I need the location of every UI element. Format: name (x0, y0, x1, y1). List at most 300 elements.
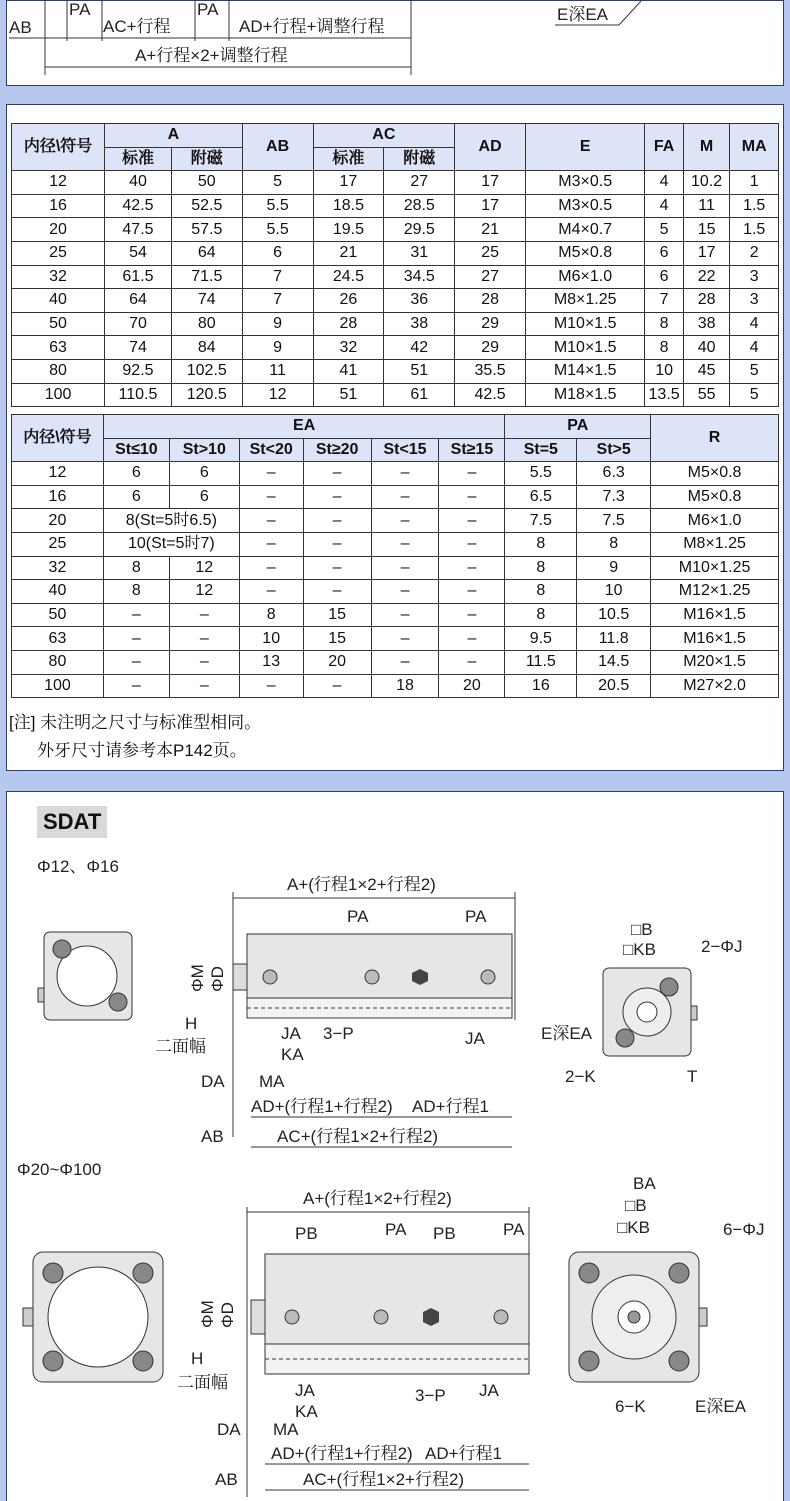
table-cell: 100 (12, 674, 104, 698)
table-cell: 5.5 (242, 194, 313, 218)
table-cell: 3 (730, 265, 779, 289)
d1-dim-a: A+(行程1×2+行程2) (287, 875, 436, 894)
header-st-gt10: St>10 (169, 438, 239, 462)
table-cell: 18 (371, 674, 439, 698)
table-cell: 15 (683, 218, 730, 242)
d2-pa: PA (385, 1220, 407, 1239)
table-row (12, 674, 779, 698)
table-cell: 36 (384, 289, 455, 313)
table-row (12, 485, 779, 509)
table-cell: 7 (242, 265, 313, 289)
table-cell: – (371, 556, 439, 580)
d1-two-faces: 二面幅 (155, 1037, 206, 1056)
table-cell: 27 (455, 265, 526, 289)
table-cell: 70 (105, 312, 172, 336)
table-cell: 10 (645, 359, 683, 383)
header-st-lt15: St<15 (371, 438, 439, 462)
table-cell: 7.5 (505, 509, 577, 533)
table-cell: 3 (730, 289, 779, 313)
dim-ac: AC+行程 (103, 17, 171, 36)
header-ac-magnetic: 附磁 (384, 147, 455, 171)
table-cell: 6.5 (505, 485, 577, 509)
table-cell: – (439, 627, 505, 651)
table-cell: 80 (12, 650, 104, 674)
table-cell: M5×0.8 (651, 462, 779, 486)
table-cell: 8 (645, 336, 683, 360)
table-cell: 32 (12, 556, 104, 580)
table-cell: 120.5 (171, 383, 242, 407)
note-line-1: [注] 未注明之尺寸与标准型相同。 (9, 713, 262, 732)
d2-dim-a: A+(行程1×2+行程2) (303, 1189, 452, 1208)
d2-two-faces: 二面幅 (177, 1373, 228, 1392)
table-cell: 74 (171, 289, 242, 313)
table-cell: 42.5 (455, 383, 526, 407)
table-cell: 25 (455, 241, 526, 265)
end-view-small (38, 932, 132, 1020)
table-cell: 38 (683, 312, 730, 336)
table-cell: 8(St=5时6.5) (103, 509, 239, 533)
table-cell: – (239, 556, 303, 580)
table-cell: – (169, 603, 239, 627)
table-cell: 5.5 (505, 462, 577, 486)
sdat-panel (6, 791, 784, 1501)
table-cell: 25 (12, 241, 105, 265)
d1-da: DA (201, 1072, 225, 1091)
header-st-gt5: St>5 (577, 438, 651, 462)
table-cell: 110.5 (105, 383, 172, 407)
d1-ad1: AD+(行程1+行程2) (251, 1097, 393, 1116)
d1-3p: 3−P (323, 1024, 354, 1043)
header-st-ge20: St≥20 (303, 438, 371, 462)
dimension-table-panel (6, 104, 784, 771)
table-cell: 17 (683, 241, 730, 265)
table-cell: 4 (645, 194, 683, 218)
end-view-right-small (541, 920, 742, 1086)
table-cell: 31 (384, 241, 455, 265)
table-cell: 17 (313, 171, 384, 195)
table-cell: M8×1.25 (651, 532, 779, 556)
d1-ja2: JA (465, 1029, 485, 1048)
table-cell: 6.3 (577, 462, 651, 486)
table-cell: – (371, 580, 439, 604)
table-cell: M10×1.5 (526, 312, 645, 336)
table-cell: – (371, 650, 439, 674)
top-dimension-panel (6, 0, 784, 86)
sdat-title: SDAT (37, 806, 107, 838)
table-cell: 29 (455, 312, 526, 336)
table-cell: 74 (105, 336, 172, 360)
table-cell: 50 (171, 171, 242, 195)
dim-ea: E深EA (557, 5, 609, 24)
table-cell: 61.5 (105, 265, 172, 289)
header-a: A (105, 124, 243, 148)
table-cell: – (371, 509, 439, 533)
header-ac: AC (313, 124, 455, 148)
table-cell: 20 (439, 674, 505, 698)
table-cell: 34.5 (384, 265, 455, 289)
table-cell: 12 (169, 580, 239, 604)
table-cell: 16 (12, 485, 104, 509)
header-a-magnetic: 附磁 (171, 147, 242, 171)
table-cell: – (371, 462, 439, 486)
table-cell: 40 (12, 580, 104, 604)
table-cell: – (239, 509, 303, 533)
d1-b: □B (631, 920, 653, 939)
table-cell: 92.5 (105, 359, 172, 383)
table-cell: – (303, 485, 371, 509)
d2-dim-d: ΦD (218, 1302, 237, 1328)
d2-ea: E深EA (695, 1397, 747, 1416)
table-cell: 20 (303, 650, 371, 674)
section-phi12-16: Φ12、Φ16 (37, 857, 119, 876)
d2-ab: AB (215, 1470, 238, 1489)
table-row (12, 650, 779, 674)
table-cell: 19.5 (313, 218, 384, 242)
table-row (12, 532, 779, 556)
table-cell: 57.5 (171, 218, 242, 242)
table-row (12, 265, 779, 289)
d2-ad1: AD+(行程1+行程2) (271, 1444, 413, 1463)
table-cell: – (371, 485, 439, 509)
table-cell: – (303, 462, 371, 486)
table-cell: 40 (105, 171, 172, 195)
d2-ka: KA (295, 1402, 318, 1421)
table-cell: – (303, 580, 371, 604)
table-cell: 22 (683, 265, 730, 289)
table-cell: 71.5 (171, 265, 242, 289)
table-cell: 12 (169, 556, 239, 580)
header-st-ge15: St≥15 (439, 438, 505, 462)
d1-dim-pa2: PA (465, 907, 487, 926)
table-row (12, 580, 779, 604)
table-cell: 8 (103, 556, 169, 580)
table-cell: 6 (169, 485, 239, 509)
table-cell: 8 (645, 312, 683, 336)
table-cell: 5.5 (242, 218, 313, 242)
table-cell: 21 (313, 241, 384, 265)
table-cell: 6 (645, 265, 683, 289)
table-cell: 20.5 (577, 674, 651, 698)
header-ea: EA (103, 415, 504, 439)
d1-ja: JA (281, 1024, 301, 1043)
table-row (12, 312, 779, 336)
table-cell: 13.5 (645, 383, 683, 407)
table-cell: 10(St=5时7) (103, 532, 239, 556)
header-ma: MA (730, 124, 779, 171)
table-cell: 10.5 (577, 603, 651, 627)
d2-ja2: JA (479, 1381, 499, 1400)
table-cell: 1 (730, 171, 779, 195)
table-cell: 8 (505, 603, 577, 627)
table-cell: M5×0.8 (651, 485, 779, 509)
d1-dim-pa: PA (347, 907, 369, 926)
d2-pb: PB (295, 1224, 318, 1243)
table-cell: M5×0.8 (526, 241, 645, 265)
table-cell: 9 (577, 556, 651, 580)
dimension-table-2-body (12, 462, 779, 698)
table-cell: – (439, 650, 505, 674)
table-cell: 8 (239, 603, 303, 627)
table-cell: 10 (239, 627, 303, 651)
table-cell: 15 (303, 603, 371, 627)
table-cell: M10×1.25 (651, 556, 779, 580)
table-cell: 5 (730, 359, 779, 383)
table-cell: M18×1.5 (526, 383, 645, 407)
table-cell: 41 (313, 359, 384, 383)
header-pa: PA (505, 415, 651, 439)
table-cell: 42 (384, 336, 455, 360)
dim-a: A+行程×2+调整行程 (135, 46, 288, 65)
table-cell: 10 (577, 580, 651, 604)
table-row (12, 359, 779, 383)
table-cell: 1.5 (730, 218, 779, 242)
d2-j: 6−ΦJ (723, 1220, 765, 1239)
table-cell: 55 (683, 383, 730, 407)
table-cell: – (439, 580, 505, 604)
end-view-right-large (569, 1174, 764, 1416)
table-cell: – (439, 532, 505, 556)
header-a-standard: 标准 (105, 147, 172, 171)
table-row (12, 462, 779, 486)
table-cell: 18.5 (313, 194, 384, 218)
table-cell: 28 (455, 289, 526, 313)
table-cell: – (239, 485, 303, 509)
table-cell: 6 (103, 462, 169, 486)
table-cell: M27×2.0 (651, 674, 779, 698)
table-cell: 6 (242, 241, 313, 265)
table-cell: – (169, 674, 239, 698)
table-cell: 47.5 (105, 218, 172, 242)
note-line-2: 外牙尺寸请参考本P142页。 (37, 741, 247, 760)
table-cell: 24.5 (313, 265, 384, 289)
dim-ab: AB (9, 18, 32, 37)
table-cell: M4×0.7 (526, 218, 645, 242)
d2-ad2: AD+行程1 (425, 1444, 502, 1463)
table-cell: M16×1.5 (651, 627, 779, 651)
header-e: E (526, 124, 645, 171)
header-ad: AD (455, 124, 526, 171)
table-cell: 12 (12, 462, 104, 486)
table-cell: 8 (505, 556, 577, 580)
table-row (12, 509, 779, 533)
table-cell: 38 (384, 312, 455, 336)
table-cell: 20 (12, 218, 105, 242)
dimension-table-1-body (12, 171, 779, 407)
table-cell: 61 (384, 383, 455, 407)
table-cell: – (303, 674, 371, 698)
table-cell: 6 (645, 241, 683, 265)
table-cell: 42.5 (105, 194, 172, 218)
table-cell: 63 (12, 627, 104, 651)
d2-ma: MA (273, 1420, 299, 1439)
table-cell: – (371, 627, 439, 651)
table-cell: 16 (12, 194, 105, 218)
table-cell: 5 (242, 171, 313, 195)
side-view-large (177, 1189, 529, 1497)
table-cell: M10×1.5 (526, 336, 645, 360)
table-cell: – (371, 603, 439, 627)
table-cell: – (303, 509, 371, 533)
table-cell: 64 (105, 289, 172, 313)
table-cell: 51 (384, 359, 455, 383)
table-cell: 5 (730, 383, 779, 407)
table-cell: – (169, 650, 239, 674)
header-bore-2: 内径\符号 (12, 415, 104, 462)
table-cell: – (439, 462, 505, 486)
d1-ma: MA (259, 1072, 285, 1091)
dim-pa-1: PA (69, 1, 91, 19)
table-cell: 40 (12, 289, 105, 313)
table-cell: – (439, 556, 505, 580)
table-cell: – (303, 556, 371, 580)
table-cell: 32 (313, 336, 384, 360)
table-cell: 2 (730, 241, 779, 265)
table-cell: 51 (313, 383, 384, 407)
table-cell: – (439, 485, 505, 509)
table-row (12, 383, 779, 407)
table-cell: 32 (12, 265, 105, 289)
table-cell: – (103, 650, 169, 674)
table-cell: 7 (242, 289, 313, 313)
dimension-table-2 (11, 414, 779, 698)
table-cell: M3×0.5 (526, 194, 645, 218)
table-cell: 54 (105, 241, 172, 265)
table-cell: 7.5 (577, 509, 651, 533)
table-cell: 80 (171, 312, 242, 336)
dim-ad: AD+行程+调整行程 (239, 17, 385, 36)
table-cell: M14×1.5 (526, 359, 645, 383)
table-cell: 35.5 (455, 359, 526, 383)
table-cell: M12×1.25 (651, 580, 779, 604)
table-cell: 64 (171, 241, 242, 265)
header-fa: FA (645, 124, 683, 171)
table-cell: – (239, 532, 303, 556)
table-cell: M8×1.25 (526, 289, 645, 313)
table-cell: 9.5 (505, 627, 577, 651)
d2-dim-m: ΦM (198, 1300, 217, 1328)
header-m: M (683, 124, 730, 171)
table-row (12, 194, 779, 218)
table-cell: – (103, 674, 169, 698)
d1-ac: AC+(行程1×2+行程2) (277, 1127, 439, 1146)
table-cell: 7 (645, 289, 683, 313)
dimension-table-1 (11, 123, 779, 407)
table-cell: 50 (12, 603, 104, 627)
d1-ea: E深EA (541, 1024, 593, 1043)
table-cell: 6 (169, 462, 239, 486)
table-cell: 10.2 (683, 171, 730, 195)
table-cell: – (439, 509, 505, 533)
table-cell: 28 (683, 289, 730, 313)
table-row (12, 289, 779, 313)
table-cell: 8 (505, 532, 577, 556)
table-cell: 7.3 (577, 485, 651, 509)
table-cell: 4 (645, 171, 683, 195)
table-cell: 9 (242, 336, 313, 360)
table-row (12, 218, 779, 242)
table-cell: 21 (455, 218, 526, 242)
table-cell: 27 (384, 171, 455, 195)
table-cell: 17 (455, 194, 526, 218)
table-cell: 28.5 (384, 194, 455, 218)
header-st-le10: St≤10 (103, 438, 169, 462)
table-cell: – (103, 603, 169, 627)
header-ab: AB (242, 124, 313, 171)
table-cell: 8 (505, 580, 577, 604)
table-cell: 14.5 (577, 650, 651, 674)
table-cell: 6 (103, 485, 169, 509)
d2-k: 6−K (615, 1397, 646, 1416)
table-cell: 45 (683, 359, 730, 383)
table-cell: – (169, 627, 239, 651)
table-cell: 16 (505, 674, 577, 698)
table-cell: 50 (12, 312, 105, 336)
header-bore: 内径\符号 (12, 124, 105, 171)
header-st-lt20: St<20 (239, 438, 303, 462)
d1-t: T (687, 1067, 698, 1086)
table-cell: 4 (730, 336, 779, 360)
d1-h: H (185, 1014, 198, 1033)
table-cell: M16×1.5 (651, 603, 779, 627)
table-cell: – (371, 532, 439, 556)
table-row (12, 603, 779, 627)
d2-da: DA (217, 1420, 241, 1439)
side-view-small (155, 875, 515, 1147)
d1-dim-d: ΦD (208, 966, 227, 992)
table-cell: 29 (455, 336, 526, 360)
d2-ja: JA (295, 1381, 315, 1400)
table-cell: 25 (12, 532, 104, 556)
table-cell: 102.5 (171, 359, 242, 383)
table-cell: 80 (12, 359, 105, 383)
d1-j: 2−ΦJ (701, 937, 743, 956)
d2-ac: AC+(行程1×2+行程2) (303, 1470, 465, 1489)
table-cell: 20 (12, 509, 104, 533)
table-cell: – (103, 627, 169, 651)
header-ac-standard: 标准 (313, 147, 384, 171)
table-cell: 12 (12, 171, 105, 195)
table-cell: 12 (242, 383, 313, 407)
table-cell: 4 (730, 312, 779, 336)
end-view-large (23, 1252, 163, 1382)
header-st-eq5: St=5 (505, 438, 577, 462)
table-cell: 84 (171, 336, 242, 360)
header-r: R (651, 415, 779, 462)
table-cell: 15 (303, 627, 371, 651)
table-cell: – (303, 532, 371, 556)
table-cell: M6×1.0 (651, 509, 779, 533)
table-cell: 9 (242, 312, 313, 336)
table-cell: 5 (645, 218, 683, 242)
d2-kb: □KB (617, 1218, 650, 1237)
table-cell: 52.5 (171, 194, 242, 218)
table-cell: 11 (683, 194, 730, 218)
table-cell: 11.8 (577, 627, 651, 651)
d1-dim-m: ΦM (188, 964, 207, 992)
d2-b: □B (625, 1196, 647, 1215)
d2-3p: 3−P (415, 1386, 446, 1405)
table-cell: 17 (455, 171, 526, 195)
table-cell: 29.5 (384, 218, 455, 242)
table-row (12, 171, 779, 195)
table-cell: M20×1.5 (651, 650, 779, 674)
d1-kb: □KB (623, 940, 656, 959)
d2-h: H (191, 1349, 204, 1368)
d1-ab: AB (201, 1127, 224, 1146)
table-cell: – (439, 603, 505, 627)
table-row (12, 241, 779, 265)
table-cell: 26 (313, 289, 384, 313)
